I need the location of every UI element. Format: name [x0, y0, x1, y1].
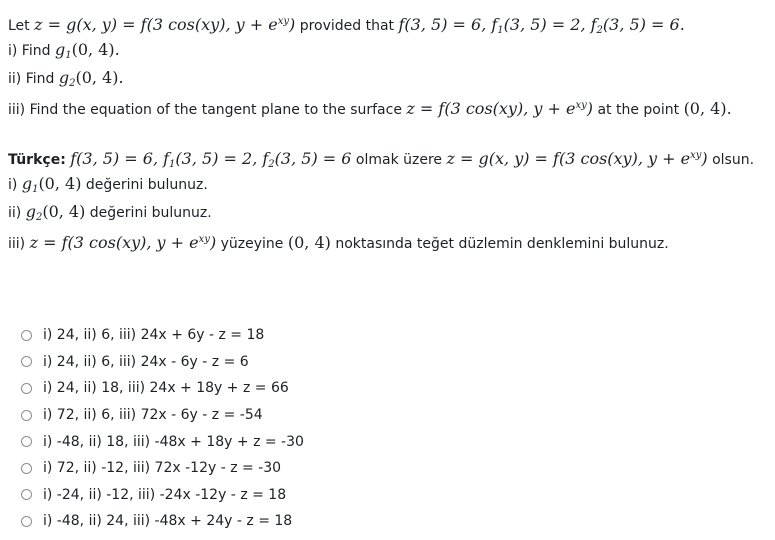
answer-option[interactable] [18, 322, 304, 349]
tr-cond-part2: (3, 5) = 2, f [175, 149, 269, 168]
tr-exp-superscript: xy [690, 150, 702, 161]
tr-g1-sub: 1 [32, 184, 39, 195]
tr-surface-exp: xy [198, 234, 210, 245]
g2-point: (0, 4). [75, 68, 124, 87]
tr-z-definition [447, 149, 708, 168]
radio-button[interactable] [21, 436, 32, 447]
exp-superscript: xy [277, 16, 289, 27]
tr-mid: olmak üzere [355, 152, 443, 168]
part-i-prefix: i) Find [8, 43, 51, 59]
cond-part1: f(3, 5) = 6, f [398, 15, 498, 34]
answer-option[interactable] [18, 402, 304, 429]
answer-options [18, 322, 304, 535]
part-ii-tr [8, 198, 769, 226]
surface-exp: xy [575, 100, 587, 111]
answer-option[interactable] [18, 508, 304, 535]
tr-part-iii-prefix: iii) [8, 236, 26, 252]
answer-option-label[interactable]: i) 24, ii) 18, iii) 24x + 18y + z = 66 [43, 380, 289, 397]
g1-sub: 1 [65, 50, 72, 61]
radio-button[interactable] [21, 330, 32, 341]
tr-g2-expression [26, 202, 86, 221]
part-ii-prefix: ii) Find [8, 71, 55, 87]
tr-part-iii-point: (0, 4) [287, 233, 331, 252]
g2-sub: 2 [69, 78, 76, 89]
g1-letter: g [54, 40, 66, 59]
part-iii-point: (0, 4). [683, 99, 732, 118]
tr-z-def-text: z = g(x, y) = f(3 cos(xy), y + e [446, 149, 691, 168]
part-iii-mid: at the point [597, 102, 680, 118]
tr-surface-expression [30, 233, 217, 252]
part-iii-prefix: iii) Find the equation of the tangent plane to the surface [8, 102, 402, 118]
given-conditions [399, 15, 685, 34]
g2-letter: g [58, 68, 70, 87]
surface-text: z = f(3 cos(xy), y + e [406, 99, 576, 118]
tr-cond-part3: (3, 5) = 6 [274, 149, 352, 168]
part-i-en [8, 36, 769, 64]
radio-button[interactable] [21, 516, 32, 527]
g1-point: (0, 4). [71, 40, 120, 59]
cond-part3: (3, 5) = 6. [602, 15, 685, 34]
turkish-label: Türkçe: [8, 152, 66, 168]
answer-option-label[interactable]: i) 72, ii) -12, iii) 72x -12y - z = -30 [43, 460, 282, 477]
intro-mid: provided that [299, 18, 395, 34]
part-ii-en [8, 64, 769, 92]
z-def-end: ) [289, 15, 296, 34]
tr-surface-text: z = f(3 cos(xy), y + e [29, 233, 199, 252]
answer-option-label[interactable]: i) -48, ii) 24, iii) -48x + 24y - z = 18 [43, 513, 293, 530]
tr-g2-sub: 2 [35, 212, 43, 223]
part-iii-tr [8, 226, 769, 254]
tr-surface-end: ) [209, 233, 217, 252]
tr-given-conditions [70, 149, 351, 168]
tr-part-iii-mid: yüzeyine [220, 236, 284, 252]
intro-prefix: Let [8, 18, 30, 34]
cond-sub1: 1 [497, 25, 504, 36]
tr-z-def-end: ) [701, 149, 708, 168]
part-i-tr [8, 170, 769, 198]
answer-option[interactable] [18, 375, 304, 402]
tr-part-iii-end: noktasında teğet düzlemin denklemini bulunuz. [335, 236, 669, 252]
tr-g1-letter: g [21, 174, 33, 193]
answer-option[interactable] [18, 349, 304, 376]
tr-part-ii-prefix: ii) [8, 205, 22, 221]
cond-sub2: 2 [596, 25, 603, 36]
radio-button[interactable] [21, 463, 32, 474]
tr-part-i-end: değerini bulunuz. [85, 177, 208, 193]
tr-cond-sub1: 1 [169, 159, 176, 170]
answer-option[interactable] [18, 428, 304, 455]
tr-g1-point: (0, 4) [38, 174, 82, 193]
tr-g1-expression [22, 174, 82, 193]
g1-expression [55, 40, 120, 59]
cond-part2: (3, 5) = 2, f [503, 15, 597, 34]
answer-option[interactable] [18, 482, 304, 509]
g2-expression [59, 68, 124, 87]
question-intro-tr [8, 142, 769, 170]
question-intro-en [8, 8, 769, 36]
answer-option-label[interactable]: i) 24, ii) 6, iii) 24x - 6y - z = 6 [43, 353, 249, 370]
tr-cond-sub2: 2 [268, 159, 275, 170]
answer-option-label[interactable]: i) 24, ii) 6, iii) 24x + 6y - z = 18 [43, 327, 265, 344]
z-definition [34, 15, 295, 34]
z-def-text: z = g(x, y) = f(3 cos(xy), y + e [34, 15, 278, 34]
answer-option-label[interactable]: i) 72, ii) 6, iii) 72x - 6y - z = -54 [43, 407, 263, 424]
surface-end: ) [586, 99, 593, 118]
answer-option-label[interactable]: i) -24, ii) -12, iii) -24x -12y - z = 18 [43, 486, 287, 503]
surface-expression [406, 99, 593, 118]
radio-button[interactable] [21, 356, 32, 367]
tr-end: olsun. [712, 152, 755, 168]
tr-part-ii-end: değerini bulunuz. [89, 205, 212, 221]
radio-button[interactable] [21, 410, 32, 421]
tr-part-i-prefix: i) [8, 177, 18, 193]
radio-button[interactable] [21, 383, 32, 394]
tr-cond-part1: f(3, 5) = 6, f [70, 149, 170, 168]
radio-button[interactable] [21, 489, 32, 500]
answer-option-label[interactable]: i) -48, ii) 18, iii) -48x + 18y + z = -30 [43, 433, 304, 450]
tr-g2-point: (0, 4) [42, 202, 86, 221]
answer-option[interactable] [18, 455, 304, 482]
tr-g2-letter: g [25, 202, 36, 221]
question-text [8, 8, 769, 254]
part-iii-en [8, 92, 769, 120]
